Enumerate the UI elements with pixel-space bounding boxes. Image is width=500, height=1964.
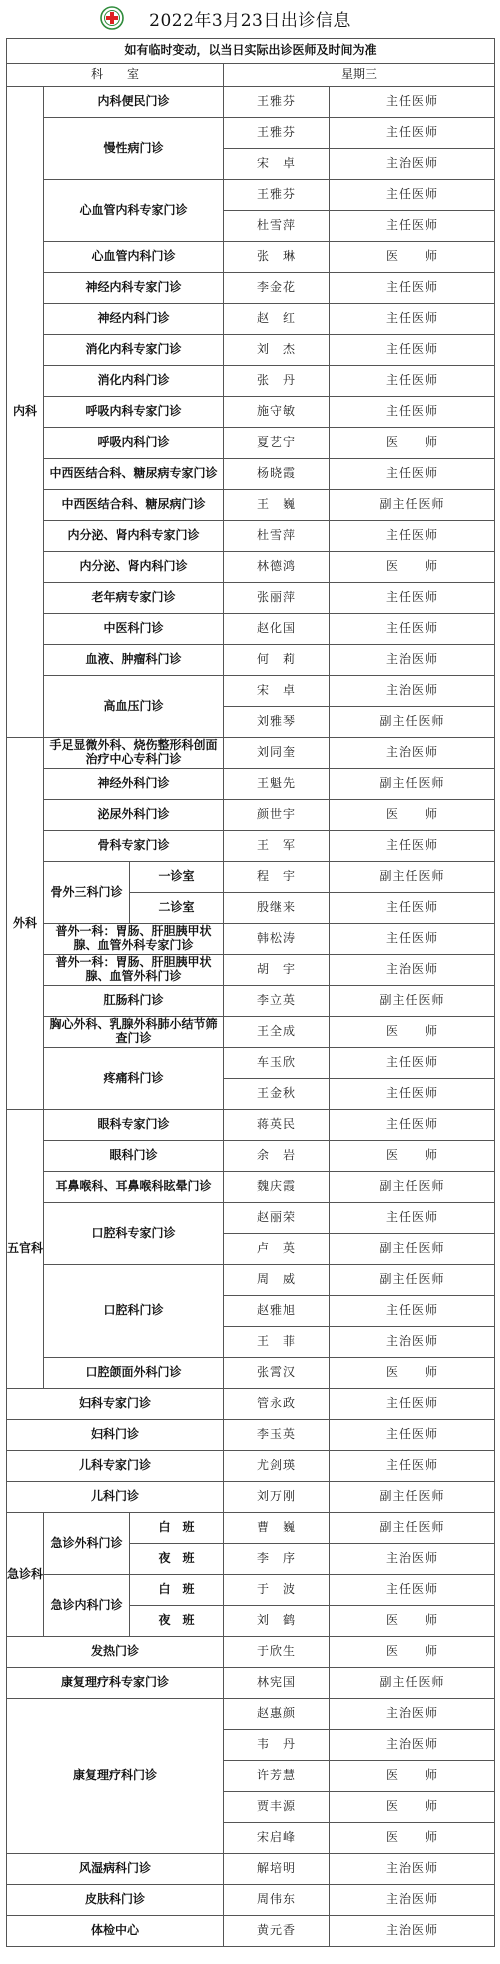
table-row — [7, 428, 495, 459]
doctor-name: 程 宇 — [224, 862, 330, 893]
doctor-name: 车玉欣 — [224, 1048, 330, 1079]
dept-name: 风湿病科门诊 — [7, 1854, 224, 1885]
table-row — [7, 645, 495, 676]
doctor-name: 魏庆霞 — [224, 1172, 330, 1203]
doctor-title: 医 师 — [330, 1358, 495, 1389]
table-row — [7, 1482, 495, 1513]
table-row — [7, 366, 495, 397]
doctor-title: 主任医师 — [330, 1203, 495, 1234]
doctor-title: 副主任医师 — [330, 490, 495, 521]
doctor-name: 尤剑瑛 — [224, 1451, 330, 1482]
doctor-title: 副主任医师 — [330, 1234, 495, 1265]
doctor-title: 主任医师 — [330, 614, 495, 645]
doctor-title: 主任医师 — [330, 180, 495, 211]
doctor-name: 张 琳 — [224, 242, 330, 273]
doctor-name: 王雅芬 — [224, 87, 330, 118]
doctor-name: 王全成 — [224, 1017, 330, 1048]
dept-name: 康复理疗科专家门诊 — [7, 1668, 224, 1699]
doctor-title: 主任医师 — [330, 211, 495, 242]
category-surgery: 外科 — [7, 738, 44, 1110]
doctor-name: 林德鸿 — [224, 552, 330, 583]
doctor-title: 副主任医师 — [330, 1265, 495, 1296]
doctor-title: 医 师 — [330, 428, 495, 459]
doctor-title: 副主任医师 — [330, 1513, 495, 1544]
doctor-name: 宋启峰 — [224, 1823, 330, 1854]
dept-name: 发热门诊 — [7, 1637, 224, 1668]
dept-name: 呼吸内科专家门诊 — [44, 397, 224, 428]
dept-name: 急诊内科门诊 — [44, 1575, 130, 1637]
column-header-department: 科 室 — [7, 64, 224, 87]
table-row — [7, 459, 495, 490]
doctor-name: 李 序 — [224, 1544, 330, 1575]
dept-name: 眼科门诊 — [44, 1141, 224, 1172]
doctor-title: 主任医师 — [330, 1420, 495, 1451]
table-row — [7, 1451, 495, 1482]
category-internal-medicine: 内科 — [7, 87, 44, 738]
table-row — [7, 986, 495, 1017]
doctor-title: 主任医师 — [330, 273, 495, 304]
doctor-name: 于欣生 — [224, 1637, 330, 1668]
dept-name: 儿科门诊 — [7, 1482, 224, 1513]
table-row — [7, 1885, 495, 1916]
doctor-title: 主治医师 — [330, 1699, 495, 1730]
doctor-name: 黄元香 — [224, 1916, 330, 1947]
dept-name: 神经内科门诊 — [44, 304, 224, 335]
dept-name: 胸心外科、乳腺外科肺小结节筛查门诊 — [44, 1017, 224, 1048]
doctor-name: 王金秋 — [224, 1079, 330, 1110]
doctor-title: 主任医师 — [330, 583, 495, 614]
doctor-name: 杨晓霞 — [224, 459, 330, 490]
dept-name: 儿科专家门诊 — [7, 1451, 224, 1482]
dept-name: 消化内科专家门诊 — [44, 335, 224, 366]
dept-name: 高血压门诊 — [44, 676, 224, 738]
table-row — [7, 1420, 495, 1451]
table-row — [7, 1637, 495, 1668]
doctor-name: 韦 丹 — [224, 1730, 330, 1761]
doctor-name: 张霄汉 — [224, 1358, 330, 1389]
dept-name: 康复理疗科门诊 — [7, 1699, 224, 1854]
dept-name: 内分泌、肾内科专家门诊 — [44, 521, 224, 552]
dept-name: 口腔科专家门诊 — [44, 1203, 224, 1265]
doctor-name: 刘雅琴 — [224, 707, 330, 738]
table-row — [7, 1358, 495, 1389]
dept-name: 慢性病门诊 — [44, 118, 224, 180]
doctor-title: 主任医师 — [330, 335, 495, 366]
table-row — [7, 521, 495, 552]
dept-name: 口腔科门诊 — [44, 1265, 224, 1358]
dept-name: 妇科专家门诊 — [7, 1389, 224, 1420]
doctor-title: 主治医师 — [330, 676, 495, 707]
table-row — [7, 242, 495, 273]
table-row — [7, 335, 495, 366]
doctor-name: 王 巍 — [224, 490, 330, 521]
dept-name: 血液、肿瘤科门诊 — [44, 645, 224, 676]
doctor-title: 主任医师 — [330, 1451, 495, 1482]
doctor-name: 余 岩 — [224, 1141, 330, 1172]
table-row — [7, 1265, 495, 1296]
doctor-name: 何 莉 — [224, 645, 330, 676]
table-row — [7, 180, 495, 211]
dept-name: 呼吸内科门诊 — [44, 428, 224, 459]
doctor-title: 主任医师 — [330, 118, 495, 149]
doctor-title: 医 师 — [330, 800, 495, 831]
doctor-name: 王雅芬 — [224, 118, 330, 149]
doctor-title: 主任医师 — [330, 924, 495, 955]
doctor-name: 李金花 — [224, 273, 330, 304]
table-row — [7, 1699, 495, 1730]
doctor-title: 主任医师 — [330, 1110, 495, 1141]
doctor-name: 周伟东 — [224, 1885, 330, 1916]
table-row — [7, 87, 495, 118]
doctor-title: 主任医师 — [330, 1389, 495, 1420]
doctor-name: 林宪国 — [224, 1668, 330, 1699]
doctor-name: 王雅芬 — [224, 180, 330, 211]
dept-name: 中西医结合科、糖尿病专家门诊 — [44, 459, 224, 490]
doctor-title: 副主任医师 — [330, 769, 495, 800]
doctor-name: 宋 卓 — [224, 149, 330, 180]
doctor-name: 刘 鹤 — [224, 1606, 330, 1637]
dept-name: 内分泌、肾内科门诊 — [44, 552, 224, 583]
category-emergency: 急诊科 — [7, 1513, 44, 1637]
doctor-title: 医 师 — [330, 1637, 495, 1668]
doctor-name: 夏艺宁 — [224, 428, 330, 459]
table-row — [7, 955, 495, 986]
table-row — [7, 800, 495, 831]
table-row — [7, 738, 495, 769]
doctor-name: 王 菲 — [224, 1327, 330, 1358]
doctor-name: 宋 卓 — [224, 676, 330, 707]
table-row — [7, 614, 495, 645]
shift-name: 夜 班 — [130, 1544, 224, 1575]
doctor-title: 主任医师 — [330, 1079, 495, 1110]
doctor-name: 赵惠颜 — [224, 1699, 330, 1730]
doctor-title: 副主任医师 — [330, 862, 495, 893]
doctor-name: 曹 巍 — [224, 1513, 330, 1544]
doctor-title: 主任医师 — [330, 893, 495, 924]
doctor-name: 管永政 — [224, 1389, 330, 1420]
doctor-title: 主治医师 — [330, 1916, 495, 1947]
dept-name: 肛肠科门诊 — [44, 986, 224, 1017]
doctor-name: 刘同奎 — [224, 738, 330, 769]
doctor-name: 张 丹 — [224, 366, 330, 397]
doctor-title: 医 师 — [330, 1606, 495, 1637]
doctor-name: 许芳慧 — [224, 1761, 330, 1792]
doctor-title: 医 师 — [330, 1017, 495, 1048]
dept-name: 泌尿外科门诊 — [44, 800, 224, 831]
doctor-name: 殷继来 — [224, 893, 330, 924]
table-row — [7, 1854, 495, 1885]
doctor-name: 赵雅旭 — [224, 1296, 330, 1327]
table-row — [7, 769, 495, 800]
shift-name: 白 班 — [130, 1575, 224, 1606]
category-ent-eye: 五官科 — [7, 1110, 44, 1389]
doctor-name: 赵化国 — [224, 614, 330, 645]
doctor-name: 李玉英 — [224, 1420, 330, 1451]
dept-name: 耳鼻喉科、耳鼻喉科眩晕门诊 — [44, 1172, 224, 1203]
table-row — [7, 1172, 495, 1203]
dept-name: 中西医结合科、糖尿病门诊 — [44, 490, 224, 521]
table-row — [7, 1389, 495, 1420]
doctor-title: 主任医师 — [330, 397, 495, 428]
doctor-title: 副主任医师 — [330, 1482, 495, 1513]
table-row — [7, 1203, 495, 1234]
doctor-name: 颜世宇 — [224, 800, 330, 831]
doctor-title: 主任医师 — [330, 304, 495, 335]
dept-name: 心血管内科门诊 — [44, 242, 224, 273]
doctor-title: 主治医师 — [330, 1854, 495, 1885]
dept-name: 骨科专家门诊 — [44, 831, 224, 862]
dept-name: 普外一科：胃肠、肝胆胰甲状腺、血管外科专家门诊 — [44, 924, 224, 955]
doctor-title: 副主任医师 — [330, 986, 495, 1017]
dept-name: 消化内科门诊 — [44, 366, 224, 397]
shift-name: 白 班 — [130, 1513, 224, 1544]
shift-name: 夜 班 — [130, 1606, 224, 1637]
table-row — [7, 1141, 495, 1172]
doctor-name: 胡 宇 — [224, 955, 330, 986]
table-row — [7, 1048, 495, 1079]
doctor-name: 王魁先 — [224, 769, 330, 800]
dept-name: 妇科门诊 — [7, 1420, 224, 1451]
room-name: 二诊室 — [130, 893, 224, 924]
doctor-name: 赵丽荣 — [224, 1203, 330, 1234]
dept-name: 口腔颌面外科门诊 — [44, 1358, 224, 1389]
table-row — [7, 1017, 495, 1048]
doctor-name: 杜雪萍 — [224, 211, 330, 242]
notice-text: 如有临时变动，以当日实际出诊医师及时间为准 — [7, 39, 495, 64]
dept-name: 体检中心 — [7, 1916, 224, 1947]
doctor-title: 主治医师 — [330, 149, 495, 180]
dept-name: 神经内科专家门诊 — [44, 273, 224, 304]
table-row — [7, 552, 495, 583]
dept-name: 骨外三科门诊 — [44, 862, 130, 924]
doctor-title: 主治医师 — [330, 645, 495, 676]
doctor-title: 主治医师 — [330, 1885, 495, 1916]
doctor-title: 主任医师 — [330, 366, 495, 397]
doctor-title: 主任医师 — [330, 459, 495, 490]
doctor-name: 李立英 — [224, 986, 330, 1017]
doctor-name: 周 威 — [224, 1265, 330, 1296]
doctor-name: 张丽萍 — [224, 583, 330, 614]
doctor-name: 韩松涛 — [224, 924, 330, 955]
dept-name: 疼痛科门诊 — [44, 1048, 224, 1110]
dept-name: 眼科专家门诊 — [44, 1110, 224, 1141]
doctor-title: 主任医师 — [330, 521, 495, 552]
table-row — [7, 273, 495, 304]
schedule-table — [6, 38, 495, 1947]
doctor-title: 主治医师 — [330, 1327, 495, 1358]
note-row — [7, 39, 495, 64]
table-row — [7, 1668, 495, 1699]
doctor-title: 主治医师 — [330, 738, 495, 769]
dept-name: 中医科门诊 — [44, 614, 224, 645]
dept-name: 急诊外科门诊 — [44, 1513, 130, 1575]
doctor-title: 医 师 — [330, 1141, 495, 1172]
doctor-title: 副主任医师 — [330, 707, 495, 738]
doctor-name: 施守敏 — [224, 397, 330, 428]
column-header-row — [7, 64, 495, 87]
doctor-title: 医 师 — [330, 1823, 495, 1854]
table-row — [7, 397, 495, 428]
doctor-title: 主治医师 — [330, 1730, 495, 1761]
doctor-title: 主任医师 — [330, 1048, 495, 1079]
page-title: 2022年3月23日出诊信息 — [149, 11, 351, 31]
dept-name: 老年病专家门诊 — [44, 583, 224, 614]
table-row — [7, 924, 495, 955]
table-row — [7, 304, 495, 335]
doctor-name: 刘 杰 — [224, 335, 330, 366]
doctor-title: 主任医师 — [330, 1296, 495, 1327]
dept-name: 皮肤科门诊 — [7, 1885, 224, 1916]
table-row — [7, 1916, 495, 1947]
doctor-title: 医 师 — [330, 552, 495, 583]
dept-name: 普外一科：胃肠、肝胆胰甲状腺、血管外科门诊 — [44, 955, 224, 986]
room-name: 一诊室 — [130, 862, 224, 893]
column-header-wednesday: 星期三 — [224, 64, 495, 87]
doctor-title: 医 师 — [330, 1792, 495, 1823]
doctor-title: 主治医师 — [330, 1544, 495, 1575]
table-row — [7, 1575, 495, 1606]
doctor-name: 蒋英民 — [224, 1110, 330, 1141]
doctor-name: 贾丰源 — [224, 1792, 330, 1823]
doctor-name: 于 波 — [224, 1575, 330, 1606]
doctor-title: 主治医师 — [330, 955, 495, 986]
doctor-name: 王 军 — [224, 831, 330, 862]
doctor-title: 主任医师 — [330, 1575, 495, 1606]
page-header — [0, 0, 500, 36]
doctor-name: 赵 红 — [224, 304, 330, 335]
dept-name: 内科便民门诊 — [44, 87, 224, 118]
doctor-name: 卢 英 — [224, 1234, 330, 1265]
doctor-title: 主任医师 — [330, 87, 495, 118]
table-row — [7, 676, 495, 707]
doctor-title: 副主任医师 — [330, 1668, 495, 1699]
table-row — [7, 118, 495, 149]
dept-name: 心血管内科专家门诊 — [44, 180, 224, 242]
doctor-name: 杜雪萍 — [224, 521, 330, 552]
table-row — [7, 831, 495, 862]
dept-name: 手足显微外科、烧伤整形科创面治疗中心专科门诊 — [44, 738, 224, 769]
table-row — [7, 490, 495, 521]
table-row — [7, 1110, 495, 1141]
doctor-name: 解培明 — [224, 1854, 330, 1885]
doctor-title: 医 师 — [330, 242, 495, 273]
doctor-title: 医 师 — [330, 1761, 495, 1792]
table-row — [7, 1513, 495, 1544]
doctor-name: 刘万刚 — [224, 1482, 330, 1513]
dept-name: 神经外科门诊 — [44, 769, 224, 800]
doctor-title: 主任医师 — [330, 831, 495, 862]
table-row — [7, 862, 495, 893]
doctor-title: 副主任医师 — [330, 1172, 495, 1203]
table-row — [7, 583, 495, 614]
